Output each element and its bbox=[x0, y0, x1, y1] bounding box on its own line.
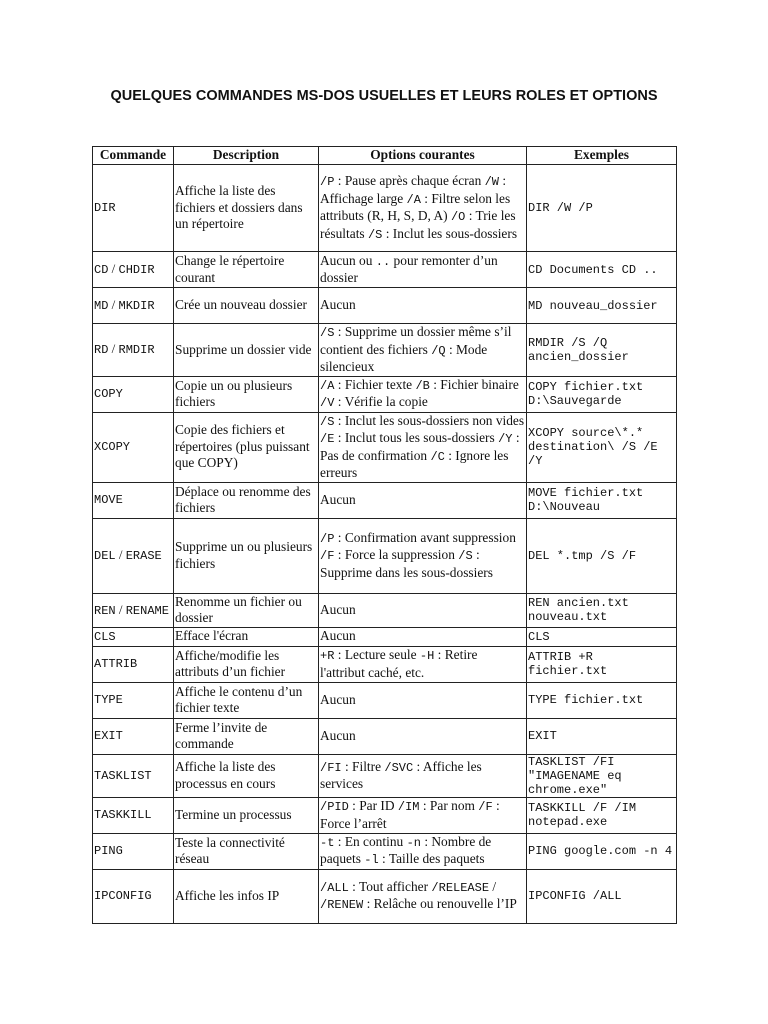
command-separator: / bbox=[108, 261, 119, 276]
option-flag: /E bbox=[320, 432, 335, 446]
command-separator: / bbox=[108, 297, 119, 312]
command-cell bbox=[93, 252, 174, 288]
command-separator: / bbox=[115, 601, 126, 617]
description-cell: Affiche la liste des fichiers et dossiers dans un répertoire bbox=[174, 165, 319, 252]
table-row bbox=[93, 165, 677, 252]
table-row bbox=[93, 252, 677, 288]
table-row bbox=[93, 869, 677, 923]
option-text: : Filtre bbox=[341, 758, 385, 774]
option-text: : Mode silencieux bbox=[320, 341, 491, 374]
commands-table bbox=[92, 146, 677, 924]
option-text: : Lecture seule bbox=[334, 647, 420, 662]
option-text: Aucun bbox=[320, 727, 356, 743]
option-text: : Fichier binaire bbox=[429, 376, 523, 392]
example-cell: CLS bbox=[527, 627, 677, 646]
option-text: Aucun bbox=[320, 297, 356, 313]
example-cell: CD Documents CD .. bbox=[527, 252, 677, 288]
options-cell bbox=[319, 288, 527, 324]
command-name: RD bbox=[94, 343, 109, 358]
table-row bbox=[93, 754, 677, 797]
command-cell bbox=[93, 288, 174, 324]
options-cell bbox=[319, 324, 527, 377]
command-name: RMDIR bbox=[118, 343, 155, 358]
page-title: QUELQUES COMMANDES MS-DOS USUELLES ET LEURS ROLES ET OPTIONS bbox=[110, 88, 658, 104]
command-cell bbox=[93, 797, 174, 833]
options-cell bbox=[319, 412, 527, 482]
command-name: COPY bbox=[94, 387, 123, 401]
option-text: Aucun bbox=[320, 628, 356, 644]
command-name: REN bbox=[94, 603, 116, 618]
command-name: TASKLIST bbox=[94, 768, 152, 783]
options-cell bbox=[319, 376, 527, 412]
description-cell: Crée un nouveau dossier bbox=[174, 288, 319, 324]
option-flag: /A bbox=[406, 192, 421, 207]
example-cell: MD nouveau_dossier bbox=[527, 288, 677, 324]
options-cell bbox=[319, 252, 527, 288]
option-flag: /O bbox=[450, 210, 466, 224]
option-text: : Inclut les sous-dossiers non vides bbox=[334, 412, 528, 428]
command-name: DEL bbox=[94, 549, 116, 563]
option-text: : Inclut tous les sous-dossiers bbox=[334, 430, 499, 445]
table-header-row bbox=[93, 147, 677, 165]
command-separator: / bbox=[108, 341, 119, 357]
table-row bbox=[93, 376, 677, 412]
description-cell: Supprime un dossier vide bbox=[174, 324, 319, 377]
option-flag: /RENEW bbox=[320, 898, 364, 912]
option-text: : Par nom bbox=[419, 798, 479, 813]
options-cell bbox=[319, 482, 527, 518]
options-cell bbox=[319, 718, 527, 754]
example-cell: DEL *.tmp /S /F bbox=[527, 518, 677, 593]
option-text: : Confirmation avant suppression bbox=[334, 529, 520, 545]
table-row bbox=[93, 833, 677, 869]
option-text: : Tout afficher bbox=[348, 878, 432, 894]
command-name: MOVE bbox=[94, 493, 123, 507]
command-name: TASKKILL bbox=[94, 808, 152, 822]
command-cell bbox=[93, 754, 174, 797]
option-text: : Trie les résultats bbox=[320, 208, 519, 241]
option-text: pour remonter d’un dossier bbox=[320, 252, 502, 285]
option-text: : Affichage large bbox=[320, 173, 509, 206]
option-flag: /IM bbox=[397, 800, 420, 814]
description-cell: Déplace ou renomme des fichiers bbox=[174, 482, 319, 518]
option-flag: /F bbox=[478, 800, 493, 814]
option-text: : Relâche ou renouvelle l’IP bbox=[363, 896, 517, 911]
options-cell bbox=[319, 754, 527, 797]
option-text: : Force la suppression bbox=[334, 547, 459, 563]
description-cell: Affiche les infos IP bbox=[174, 869, 319, 923]
options-cell bbox=[319, 646, 527, 682]
option-flag: -H bbox=[419, 649, 435, 663]
command-name: MKDIR bbox=[118, 299, 155, 313]
command-cell bbox=[93, 324, 174, 377]
option-text: : Force l’arrêt bbox=[320, 798, 504, 831]
header-options: Options courantes bbox=[319, 147, 527, 165]
command-name: CD bbox=[94, 263, 109, 277]
option-text: : En continu bbox=[334, 833, 407, 849]
command-name: DIR bbox=[94, 201, 116, 215]
table-row bbox=[93, 593, 677, 627]
option-flag: /W bbox=[484, 175, 500, 189]
option-flag: /S bbox=[320, 326, 335, 340]
command-name: CLS bbox=[94, 629, 116, 644]
command-cell bbox=[93, 833, 174, 869]
option-text: : Retire l'attribut caché, etc. bbox=[320, 647, 481, 680]
option-flag: /FI bbox=[320, 760, 342, 775]
table-row bbox=[93, 482, 677, 518]
option-text: Aucun bbox=[320, 601, 356, 617]
option-text: : Ignore les erreurs bbox=[320, 447, 512, 480]
table-row bbox=[93, 412, 677, 482]
options-cell bbox=[319, 627, 527, 646]
table-row bbox=[93, 518, 677, 593]
options-cell bbox=[319, 518, 527, 593]
table-row bbox=[93, 797, 677, 833]
command-name: PING bbox=[94, 844, 123, 858]
command-name: ERASE bbox=[125, 549, 162, 563]
description-cell: Renomme un fichier ou dossier bbox=[174, 593, 319, 627]
command-cell bbox=[93, 518, 174, 593]
option-text: : Vérifie la copie bbox=[334, 394, 428, 409]
description-cell: Copie des fichiers et répertoires (plus puissant que COPY) bbox=[174, 412, 319, 482]
option-text: : Pas de confirmation bbox=[320, 430, 523, 463]
example-cell: DIR /W /P bbox=[527, 165, 677, 252]
table-row bbox=[93, 627, 677, 646]
options-cell bbox=[319, 593, 527, 627]
command-name: RENAME bbox=[125, 603, 169, 618]
option-flag: /RELEASE bbox=[431, 880, 490, 895]
example-cell: RMDIR /S /Q ancien_dossier bbox=[527, 324, 677, 377]
option-text: : Fichier texte bbox=[334, 376, 416, 392]
table-body bbox=[93, 165, 677, 924]
description-cell: Affiche le contenu d’un fichier texte bbox=[174, 682, 319, 718]
option-flag: -t bbox=[320, 835, 335, 850]
option-text: / bbox=[489, 878, 500, 894]
option-flag: /PID bbox=[320, 800, 349, 814]
table-row bbox=[93, 682, 677, 718]
example-cell: TASKKILL /F /IM notepad.exe bbox=[527, 797, 677, 833]
example-cell: REN ancien.txt nouveau.txt bbox=[527, 593, 677, 627]
option-flag: +R bbox=[320, 649, 335, 663]
option-flag: /S bbox=[458, 549, 473, 564]
example-cell: ATTRIB +R fichier.txt bbox=[527, 646, 677, 682]
description-cell: Efface l'écran bbox=[174, 627, 319, 646]
option-text: : Par ID bbox=[348, 798, 398, 813]
command-cell bbox=[93, 165, 174, 252]
command-separator: / bbox=[115, 547, 126, 562]
option-flag: /Q bbox=[431, 343, 446, 358]
description-cell: Supprime un ou plusieurs fichiers bbox=[174, 518, 319, 593]
command-name: EXIT bbox=[94, 729, 123, 743]
option-flag: .. bbox=[375, 254, 391, 269]
table-row bbox=[93, 718, 677, 754]
description-cell: Copie un ou plusieurs fichiers bbox=[174, 376, 319, 412]
option-flag: /S bbox=[320, 414, 335, 429]
command-name: XCOPY bbox=[94, 440, 131, 454]
option-flag: /SVC bbox=[384, 760, 414, 775]
example-cell: IPCONFIG /ALL bbox=[527, 869, 677, 923]
description-cell: Affiche/modifie les attributs d’un fichier bbox=[174, 646, 319, 682]
description-cell: Affiche la liste des processus en cours bbox=[174, 754, 319, 797]
description-cell: Teste la connectivité réseau bbox=[174, 833, 319, 869]
option-text: : Pause après chaque écran bbox=[334, 173, 485, 188]
table-row bbox=[93, 646, 677, 682]
description-cell: Change le répertoire courant bbox=[174, 252, 319, 288]
command-cell bbox=[93, 593, 174, 627]
example-cell: TASKLIST /FI "IMAGENAME eq chrome.exe" bbox=[527, 754, 677, 797]
example-cell: XCOPY source\*.* destination\ /S /E /Y bbox=[527, 412, 677, 482]
option-flag: -n bbox=[406, 835, 421, 850]
option-text: : Supprime un dossier même s’il contient des fichiers bbox=[320, 324, 515, 357]
option-flag: /B bbox=[415, 378, 430, 393]
header-command: Commande bbox=[93, 147, 174, 165]
command-cell bbox=[93, 482, 174, 518]
option-flag: /S bbox=[367, 227, 383, 242]
description-cell: Ferme l’invite de commande bbox=[174, 718, 319, 754]
option-text: : Taille des paquets bbox=[378, 851, 485, 866]
option-text: Aucun bbox=[320, 691, 356, 707]
option-flag: -l bbox=[364, 853, 379, 867]
option-text: : Inclut les sous-dossiers bbox=[382, 225, 518, 241]
description-cell: Termine un processus bbox=[174, 797, 319, 833]
command-cell bbox=[93, 376, 174, 412]
option-flag: /Y bbox=[498, 432, 513, 446]
option-text: Aucun ou bbox=[320, 252, 376, 268]
option-flag: /F bbox=[320, 549, 335, 564]
option-flag: /C bbox=[430, 449, 445, 464]
example-cell: COPY fichier.txt D:\Sauvegarde bbox=[527, 376, 677, 412]
option-flag: /ALL bbox=[320, 880, 349, 895]
header-examples: Exemples bbox=[527, 147, 677, 165]
table-row bbox=[93, 288, 677, 324]
options-cell bbox=[319, 165, 527, 252]
example-cell: EXIT bbox=[527, 718, 677, 754]
command-cell bbox=[93, 627, 174, 646]
command-cell bbox=[93, 646, 174, 682]
header-description: Description bbox=[174, 147, 319, 165]
option-text: : Supprime dans les sous-dossiers bbox=[320, 547, 493, 580]
example-cell: PING google.com -n 4 bbox=[527, 833, 677, 869]
options-cell bbox=[319, 682, 527, 718]
command-cell bbox=[93, 682, 174, 718]
options-cell bbox=[319, 833, 527, 869]
option-text: : Nombre de paquets bbox=[320, 833, 495, 866]
option-text: Aucun bbox=[320, 491, 356, 507]
command-name: MD bbox=[94, 299, 109, 313]
option-flag: /V bbox=[320, 396, 335, 410]
option-flag: /A bbox=[320, 378, 335, 393]
command-name: ATTRIB bbox=[94, 657, 138, 671]
table-row bbox=[93, 324, 677, 377]
command-name: TYPE bbox=[94, 693, 123, 707]
command-cell bbox=[93, 412, 174, 482]
options-cell bbox=[319, 869, 527, 923]
example-cell: TYPE fichier.txt bbox=[527, 682, 677, 718]
options-cell bbox=[319, 797, 527, 833]
option-text: : Affiche les services bbox=[320, 758, 486, 791]
option-flag: /P bbox=[320, 175, 335, 189]
option-text: : Filtre selon les attributs (R, H, S, D, A) bbox=[320, 190, 514, 223]
example-cell: MOVE fichier.txt D:\Nouveau bbox=[527, 482, 677, 518]
option-flag: /P bbox=[320, 531, 335, 546]
command-cell bbox=[93, 869, 174, 923]
command-cell bbox=[93, 718, 174, 754]
command-name: IPCONFIG bbox=[94, 889, 152, 903]
command-name: CHDIR bbox=[118, 263, 155, 277]
